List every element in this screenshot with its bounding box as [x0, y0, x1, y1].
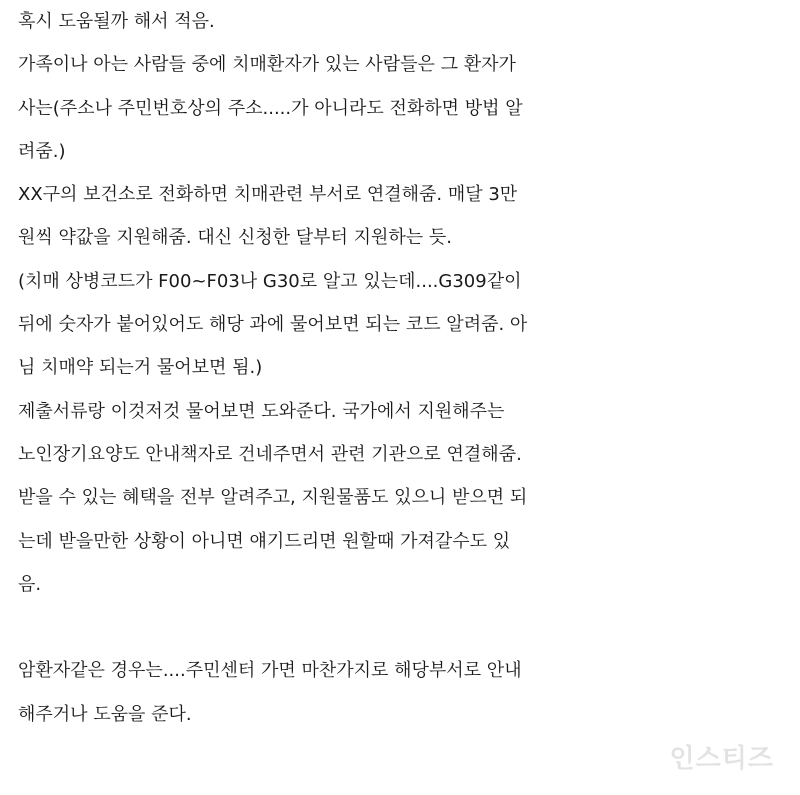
text-line: XX구의 보건소로 전화하면 치매관련 부서로 연결해줌. 매달 3만 — [18, 184, 518, 206]
text-line: 사는(주소나 주민번호상의 주소.....가 아니라도 전화하면 방법 알 — [18, 97, 523, 119]
text-line: 제출서류랑 이것저것 물어보면 도와준다. 국가에서 지원해주는 — [18, 400, 505, 422]
text-line: 가족이나 아는 사람들 중에 치매환자가 있는 사람들은 그 환자가 — [18, 54, 516, 76]
text-line: 원씩 약값을 지원해줌. 대신 신청한 달부터 지원하는 듯. — [18, 227, 453, 249]
text-line: 려줌.) — [18, 140, 66, 162]
text-line: 음. — [18, 573, 42, 595]
text-line: 노인장기요양도 안내책자로 건네주면서 관련 기관으로 연결해줌. — [18, 443, 522, 465]
paragraph-gap — [18, 606, 793, 649]
text-line: (치매 상병코드가 F00~F03나 G30로 알고 있는데....G309같이 — [18, 270, 522, 292]
text-line: 님 치매약 되는거 물어보면 됨.) — [18, 357, 263, 379]
post-body — [18, 0, 793, 736]
text-line: 는데 받을만한 상황이 아니면 얘기드리면 원할때 가져갈수도 있 — [18, 530, 511, 552]
text-line: 받을 수 있는 혜택을 전부 알려주고, 지원물품도 있으니 받으면 되 — [18, 487, 528, 509]
text-line: 암환자같은 경우는....주민센터 가면 마찬가지로 해당부서로 안내 — [18, 660, 522, 682]
text-line: 해주거나 도움을 준다. — [18, 703, 192, 725]
text-line: 혹시 도움될까 해서 적음. — [18, 11, 215, 32]
text-line: 뒤에 숫자가 붙어있어도 해당 과에 물어보면 되는 코드 알려줌. 아 — [18, 314, 528, 336]
site-watermark: 인스티즈 — [669, 744, 774, 774]
